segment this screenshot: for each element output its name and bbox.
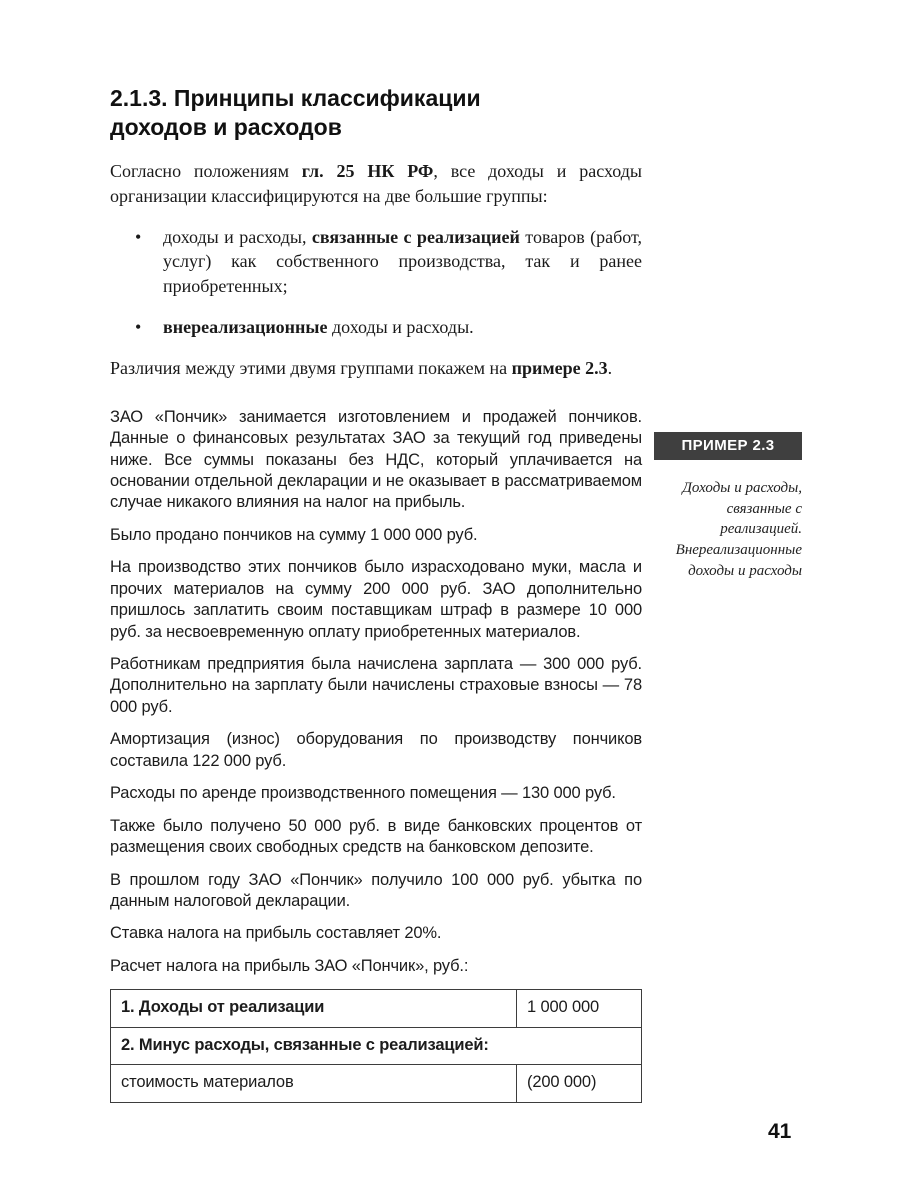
- transition-paragraph-bold: примере 2.3: [511, 357, 608, 378]
- example-paragraph: Расходы по аренде производственного помещения — 130 000 руб.: [110, 784, 616, 803]
- example-badge: ПРИМЕР 2.3: [654, 432, 802, 460]
- example-paragraph: Также было получено 50 000 руб. в виде банковских процентов от размещения своих свободных средств на банковском депозите.: [110, 816, 642, 857]
- transition-paragraph-pre: Различия между этими двумя группами покажем на: [110, 357, 512, 378]
- example-paragraph: В прошлом году ЗАО «Пончик» получило 100 000 руб. убытка по данным налоговой декларации.: [110, 870, 642, 910]
- example-paragraph: ЗАО «Пончик» занимается изготовлением и продажей пончиков. Данные о финансовых результатах ЗАО за текущий год приведены ниже. Все суммы показаны без НДС, который уплачивается на основании отдельной декларации и не оказывает в рассматриваемом случае никакого влияния на налог на прибыль.: [110, 407, 642, 512]
- example-paragraph: Ставка налога на прибыль составляет 20%.: [110, 924, 442, 943]
- example-paragraph: Работникам предприятия была начислена зарплата — 300 000 руб. Дополнительно на зарплату были начислены страховые взносы — 78 000 руб.: [110, 655, 642, 716]
- bullet-text-bold: связанные с реализацией: [311, 226, 520, 247]
- classification-bullet-list: [110, 225, 642, 340]
- section-heading-line2: доходов и расходов: [110, 114, 342, 141]
- bullet-item-sales: [110, 225, 642, 299]
- transition-paragraph-post: .: [607, 357, 613, 378]
- tax-calculation-table: [110, 989, 642, 1102]
- table-cell-value: 1 000 000: [517, 990, 642, 1027]
- section-heading-line1: 2.1.3. Принципы классификации: [110, 85, 481, 111]
- example-paragraph: Амортизация (износ) оборудования по производству пончиков составила 122 000 руб.: [110, 730, 642, 770]
- bullet-text-post: товаров (работ, услуг) как собственного производства, так и ранее приобретенных;: [163, 226, 643, 297]
- table-cell-value: (200 000): [517, 1065, 642, 1102]
- intro-paragraph-bold: гл. 25 НК РФ: [301, 160, 434, 181]
- example-paragraph: Расчет налога на прибыль ЗАО «Пончик», руб.:: [110, 956, 469, 975]
- bullet-icon: •: [135, 226, 142, 247]
- example-sidebar: [654, 432, 802, 581]
- main-column: [110, 84, 642, 1103]
- bullet-text-bold: внереализационные: [163, 317, 328, 338]
- example-body: [110, 407, 642, 1103]
- bullet-icon: •: [135, 317, 142, 338]
- page-number: 41: [768, 1120, 792, 1143]
- bullet-text-pre: доходы и расходы,: [163, 226, 312, 247]
- table-cell-label: 1. Доходы от реализации: [111, 990, 517, 1027]
- example-sidebar-note: Доходы и расходы, связанные с реализацией. Внереализационные доходы и расходы: [675, 480, 802, 579]
- section-heading: [110, 84, 642, 143]
- table-cell-label: 2. Минус расходы, связанные с реализацией:: [111, 1027, 642, 1064]
- intro-paragraph: [110, 159, 642, 209]
- example-paragraph: На производство этих пончиков было израсходовано муки, масла и прочих материалов на сумму 200 000 руб. ЗАО дополнительно пришлось заплатить своим поставщикам штраф в размере 10 000 руб. за несвоевременную оплату приобретенных материалов.: [110, 558, 642, 641]
- bullet-item-nonsales: [110, 315, 642, 340]
- intro-paragraph-post: , все доходы и расходы организации классифицируются на две большие группы:: [110, 160, 642, 206]
- example-paragraph: Было продано пончиков на сумму 1 000 000 руб.: [110, 525, 478, 544]
- intro-paragraph-pre: Согласно положениям: [110, 160, 302, 181]
- transition-paragraph: [110, 356, 642, 381]
- bullet-text-post: доходы и расходы.: [327, 317, 474, 338]
- table-cell-label: стоимость материалов: [111, 1065, 517, 1102]
- table-row: [111, 1065, 642, 1102]
- table-row: [111, 990, 642, 1027]
- table-row: [111, 1027, 642, 1064]
